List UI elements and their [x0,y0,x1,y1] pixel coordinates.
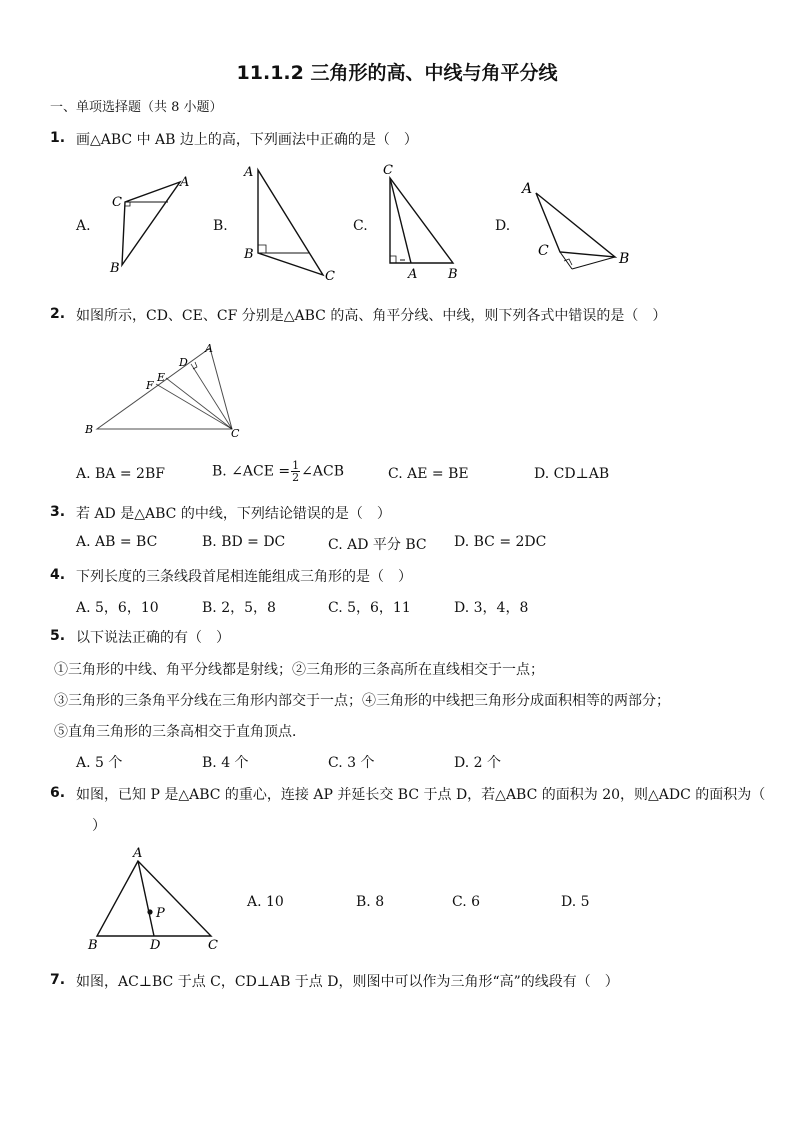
question-2-option-b [212,460,344,483]
question-2-option-d: D. CD⊥AB [534,466,610,482]
q2-optb-suffix: ∠ACB [301,463,344,480]
question-1-text: 画△ABC 中 AB 边上的高，下列画法中正确的是（ ） [76,132,418,148]
question-5-number: 5. [50,628,66,644]
question-1-figure-c [378,160,478,285]
page-title: 11.1.2 三角形的高、中线与角平分线 [236,62,558,84]
question-5-option-c: C. 3 个 [328,755,375,771]
q2-fig-label-b: B [85,423,94,436]
q6-fig-label-b: B [88,938,98,953]
q6-fig-label-c: C [208,938,218,953]
question-4-option-b: B. 2，5，8 [202,600,276,616]
question-6-option-d: D. 5 [561,894,590,910]
question-4-text: 下列长度的三条线段首尾相连能组成三角形的是（ ） [76,569,412,585]
fig-d-label-c: C [538,243,549,259]
question-3-option-d: D. BC = 2DC [454,534,547,550]
fig-c-label-b: B [448,267,458,282]
question-1-option-a: A. [76,218,91,234]
question-6-option-a: A. 10 [247,894,284,910]
section-heading: 一、单项选择题（共 8 小题） [50,100,223,115]
fig-c-label-a: A [408,267,418,282]
question-2-option-c: C. AE = BE [388,466,469,482]
question-4-option-a: A. 5，6，10 [76,600,159,616]
q2-optb-fraction [291,460,300,483]
fig-c-label-c: C [383,163,393,178]
question-4-option-d: D. 3，4，8 [454,600,529,616]
question-4-option-c: C. 5，6，11 [328,600,411,616]
question-5-statement-line-1: ①三角形的中线、角平分线都是射线；②三角形的三条高所在直线相交于一点； [54,662,544,678]
question-3-option-b: B. BD = DC [202,534,286,550]
question-6-option-b: B. 8 [356,894,385,910]
question-6-text: 如图，已知 P 是△ABC 的重心，连接 AP 并延长交 BC 于点 D，若△ABC 的面积为 20，则△ADC 的面积为（ [76,787,766,803]
question-2-option-a: A. BA = 2BF [76,466,165,482]
question-6-figure [85,845,225,955]
question-3-option-a: A. AB = BC [76,534,158,550]
q2-fig-label-c: C [231,427,240,440]
fig-a-label-a: A [180,175,190,190]
q6-fig-label-a: A [133,846,143,861]
question-6-option-c: C. 6 [452,894,481,910]
q2-fig-label-f: F [146,379,154,392]
fig-b-label-c: C [325,269,335,284]
q6-fig-label-d: D [150,938,161,953]
question-3-option-c: C. AD 平分 BC [328,537,427,553]
q2-fig-label-a: A [205,342,213,355]
question-5-option-d: D. 2 个 [454,755,501,771]
question-3-number: 3. [50,504,66,520]
fig-a-label-b: B [110,261,120,276]
question-1-figure-a [100,170,200,280]
question-1-option-d: D. [495,218,511,234]
q2-optb-prefix: B. ∠ACE = [212,463,291,480]
question-7-text: 如图，AC⊥BC 于点 C，CD⊥AB 于点 D，则图中可以作为三角形“高”的线段有（ ） [76,974,619,990]
fig-d-label-a: A [522,181,533,197]
question-2-figure [80,338,250,443]
fig-b-label-b: B [244,247,254,262]
fig-a-label-c: C [112,195,122,210]
q2-fig-label-d: D [179,356,188,369]
q6-fig-label-p: P [156,906,165,921]
question-5-option-a: A. 5 个 [76,755,123,771]
question-2-number: 2. [50,306,66,322]
question-2-text: 如图所示，CD、CE、CF 分别是△ABC 的高、角平分线、中线，则下列各式中错误的是（ ） [76,308,667,324]
question-1-option-b: B. [213,218,228,234]
question-5-statement-line-2: ③三角形的三条角平分线在三角形内部交于一点；④三角形的中线把三角形分成面积相等的两部分； [54,693,670,709]
question-5-statement-line-3: ⑤直角三角形的三条高相交于直角顶点． [54,724,306,740]
question-1-figure-b [238,160,348,285]
question-6-text-continued: ） [92,818,106,834]
question-1-figure-d [518,175,638,280]
question-6-number: 6. [50,785,66,801]
question-1-option-c: C. [353,218,368,234]
question-4-number: 4. [50,567,66,583]
q2-fig-label-e: E [157,371,166,384]
q2-optb-fraction-num: 1 [292,459,300,472]
question-7-number: 7. [50,972,66,988]
question-1-number: 1. [50,130,66,146]
fig-d-label-b: B [619,251,630,267]
q2-optb-fraction-den: 2 [292,471,300,484]
question-5-option-b: B. 4 个 [202,755,249,771]
question-5-text: 以下说法正确的有（ ） [76,630,230,646]
question-3-text: 若 AD 是△ABC 的中线，下列结论错误的是（ ） [76,506,391,522]
fig-b-label-a: A [244,165,254,180]
